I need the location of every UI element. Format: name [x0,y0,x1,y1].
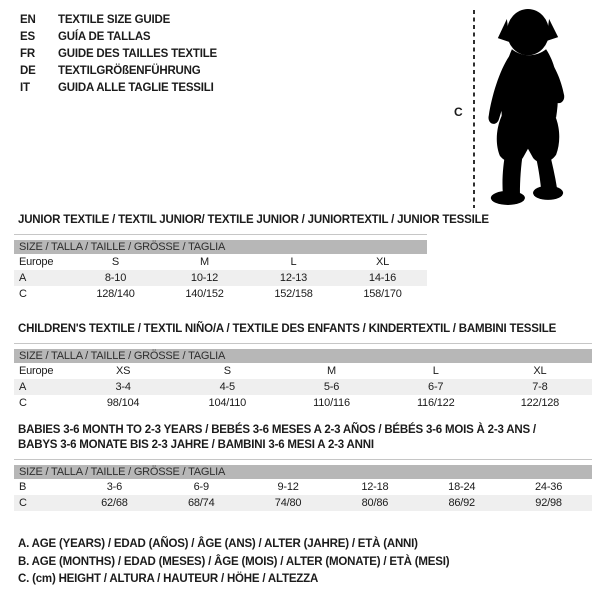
table-row [14,363,592,379]
size-header-bar: SIZE / TALLA / TAILLE / GRÖSSE / TAGLIA [14,465,592,479]
language-header [20,12,217,96]
lang-title: TEXTILE SIZE GUIDE [58,14,171,27]
size-cell: 122/128 [520,397,560,409]
table-rows [14,254,427,302]
table-row [14,286,427,302]
size-cell: S [223,365,231,377]
size-cell: 86/92 [448,497,475,509]
size-cell: 74/80 [274,497,302,509]
height-label-c: C [454,105,463,119]
lang-title: TEXTILGRÖßENFÜHRUNG [58,64,201,77]
size-cell: XS [115,365,131,377]
table-row [14,254,427,270]
size-cell: 128/140 [96,288,135,300]
lang-code: DE [20,64,36,77]
size-cell: S [111,256,120,268]
size-cell: 24-36 [534,481,563,493]
size-header-bar: SIZE / TALLA / TAILLE / GRÖSSE / TAGLIA [14,349,592,363]
size-cell: 6-9 [193,481,209,493]
footnotes [18,536,449,589]
lang-code: ES [20,31,35,44]
table-row [14,479,592,495]
table-title-line2: BABYS 3-6 MONATE BIS 2-3 JAHRE / BAMBINI 3-6 MESI A 2-3 ANNI [18,439,374,451]
size-header-bar: SIZE / TALLA / TAILLE / GRÖSSE / TAGLIA [14,240,427,254]
lang-title: GUÍA DE TALLAS [58,31,151,44]
table-top-rule [14,343,592,344]
table-title: JUNIOR TEXTILE / TEXTIL JUNIOR/ TEXTILE JUNIOR / JUNIORTEXTIL / JUNIOR TESSILE [18,214,489,226]
size-cell: 5-6 [323,381,340,393]
footnote-c: C. (cm) HEIGHT / ALTURA / HAUTEUR / HÖHE / ALTEZZA [18,573,319,585]
size-cell: 10-12 [190,272,219,284]
toddler-silhouette-icon [481,7,583,213]
lang-row-en [20,12,217,29]
size-cell: 14-16 [368,272,397,284]
size-cell: 68/74 [187,497,215,509]
row-label: C [19,497,27,509]
row-label: C [19,397,27,409]
table-top-rule [14,459,592,460]
lang-title: GUIDA ALLE TAGLIE TESSILI [58,81,214,94]
size-cell: 12-13 [279,272,308,284]
babies-textile-table [14,423,592,511]
size-cell: 92/98 [535,497,562,509]
size-cell: M [200,256,209,268]
children-textile-table [14,322,592,411]
junior-textile-table [14,213,489,302]
lang-row-fr [20,46,217,63]
size-cell: 140/152 [185,288,224,300]
size-cell: 80/86 [361,497,389,509]
lang-row-it [20,79,217,96]
size-cell: 7-8 [532,381,548,393]
size-cell: 62/68 [101,497,128,509]
size-cell: 8-10 [104,272,127,284]
row-label: A [19,272,27,284]
table-top-rule [14,234,427,235]
footnote-a: A. AGE (YEARS) / EDAD (AÑOS) / ÂGE (ANS) / ALTER (JAHRE) / ETÀ (ANNI) [18,538,418,550]
footnote-b: B. AGE (MONTHS) / EDAD (MESES) / ÂGE (MOIS) / ALTER (MONATE) / ETÀ (MESI) [18,555,450,568]
table-row [14,379,592,395]
size-cell: L [290,256,297,268]
size-cell: XL [375,256,390,268]
table-title: BABIES 3-6 MONTH TO 2-3 YEARS / BEBÉS 3-6 MESES A 2-3 AÑOS / BÉBÉS 3-6 MOIS À 2-3 ANS / [18,424,536,436]
lang-code: EN [20,14,36,27]
size-cell: L [432,365,439,377]
size-cell: 110/116 [313,397,350,409]
row-label: C [19,288,27,300]
table-row [14,395,592,411]
size-cell: 98/104 [106,397,140,409]
table-row [14,270,427,286]
size-cell: 18-24 [448,481,476,493]
row-label: A [19,381,27,393]
lang-row-es [20,29,217,46]
row-label: B [19,481,27,493]
size-cell: M [327,365,336,377]
lang-title: GUIDE DES TAILLES TEXTILE [58,47,217,60]
row-label: Europe [19,365,54,377]
size-cell: 12-18 [361,481,389,493]
lang-code: IT [20,81,30,94]
lang-row-de [20,62,217,79]
size-cell: 6-7 [428,381,444,393]
row-label: Europe [19,256,54,268]
size-cell: 116/122 [416,397,455,409]
size-cell: 9-12 [277,481,299,493]
size-cell: XL [533,365,547,377]
lang-code: FR [20,47,35,60]
table-row [14,495,592,511]
height-dashed-line [473,10,475,208]
size-cell: 152/158 [274,288,313,300]
size-cell: 3-4 [115,381,131,393]
table-rows [14,479,592,511]
size-cell: 4-5 [219,381,235,393]
table-title: CHILDREN'S TEXTILE / TEXTIL NIÑO/A / TEXTILE DES ENFANTS / KINDERTEXTIL / BAMBINI TESSILE [18,323,557,335]
table-rows [14,363,592,411]
size-cell: 158/170 [363,288,402,300]
size-cell: 104/110 [208,397,247,409]
size-cell: 3-6 [106,481,123,493]
